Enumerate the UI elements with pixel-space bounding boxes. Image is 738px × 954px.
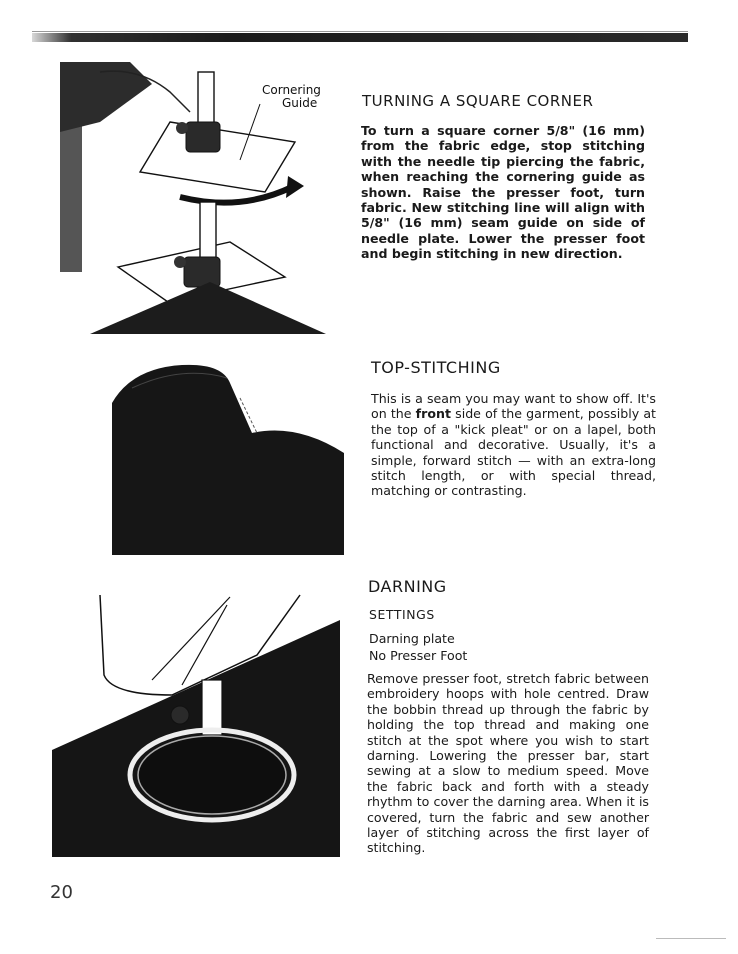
figure-top-stitching [112, 363, 344, 555]
screw-top [176, 122, 188, 134]
thumb-screw-darning [171, 706, 189, 724]
top-stitching-text-1: This is a seam you may want to show off. It's on the [371, 391, 656, 422]
needle-bar-darning [202, 680, 222, 735]
heading-square-corner: TURNING A SQUARE CORNER [362, 92, 594, 110]
darning-setting-plate: Darning plate [369, 631, 455, 646]
footer-rule [656, 938, 726, 939]
figure-darning [52, 585, 340, 857]
heading-darning: DARNING [368, 577, 447, 596]
turn-arrow-head-icon [286, 176, 304, 198]
presser-foot-top [186, 122, 220, 152]
cornering-guide-label [262, 84, 321, 110]
cornering-label-line-1: Cornering [262, 83, 321, 97]
top-stitching-text-2: side of the garment, possibly at the top of a "kick pleat" or on a lapel, both functional and decorative. Usually, it's a simple, forward stitch — with an extra-long stitch length, or with special thread, matching or contrasting. [371, 406, 656, 499]
cornering-label-line-2: Guide [282, 96, 318, 110]
embroidery-hoop-inner [138, 736, 286, 814]
darning-setting-foot: No Presser Foot [369, 648, 468, 663]
heading-top-stitching: TOP-STITCHING [371, 358, 501, 377]
turn-arrow [180, 187, 292, 203]
figure-1-dark-fabric-bottom [90, 282, 326, 334]
page-number: 20 [50, 882, 73, 903]
top-stitching-bold-word: front [415, 406, 451, 422]
darning-settings-label: SETTINGS [369, 607, 435, 622]
text-top-stitching [371, 391, 656, 499]
header-bar [32, 33, 688, 42]
text-square-corner: To turn a square corner 5/8" (16 mm) from the fabric edge, stop stitching with the needle tip piercing the fabric, when reaching the cornering guide as shown. Raise the presser foot, turn fabric. New stitching line will align with 5/8" (16 mm) seam guide on side of needle plate. Lower the presser foot and begin stitching in new direction. [361, 123, 645, 262]
garment-dark-shape [112, 365, 344, 555]
figure-1-dark-fabric-top [60, 62, 152, 132]
screw-bottom [174, 256, 186, 268]
presser-foot-bottom [184, 257, 220, 287]
text-darning: Remove presser foot, stretch fabric between embroidery hoops with hole centred. Draw the bobbin thread up through the fabric by holding the top thread and making one stitch at the spot where you wish to start darning. Lowering the presser bar, start sewing at a slow to medium speed. Move the fabric back and forth with a steady rhythm to cover the darning area. When it is covered, turn the fabric and sew another layer of stitching across the first layer of stitching. [367, 671, 649, 856]
header-rule-thin [32, 31, 688, 32]
